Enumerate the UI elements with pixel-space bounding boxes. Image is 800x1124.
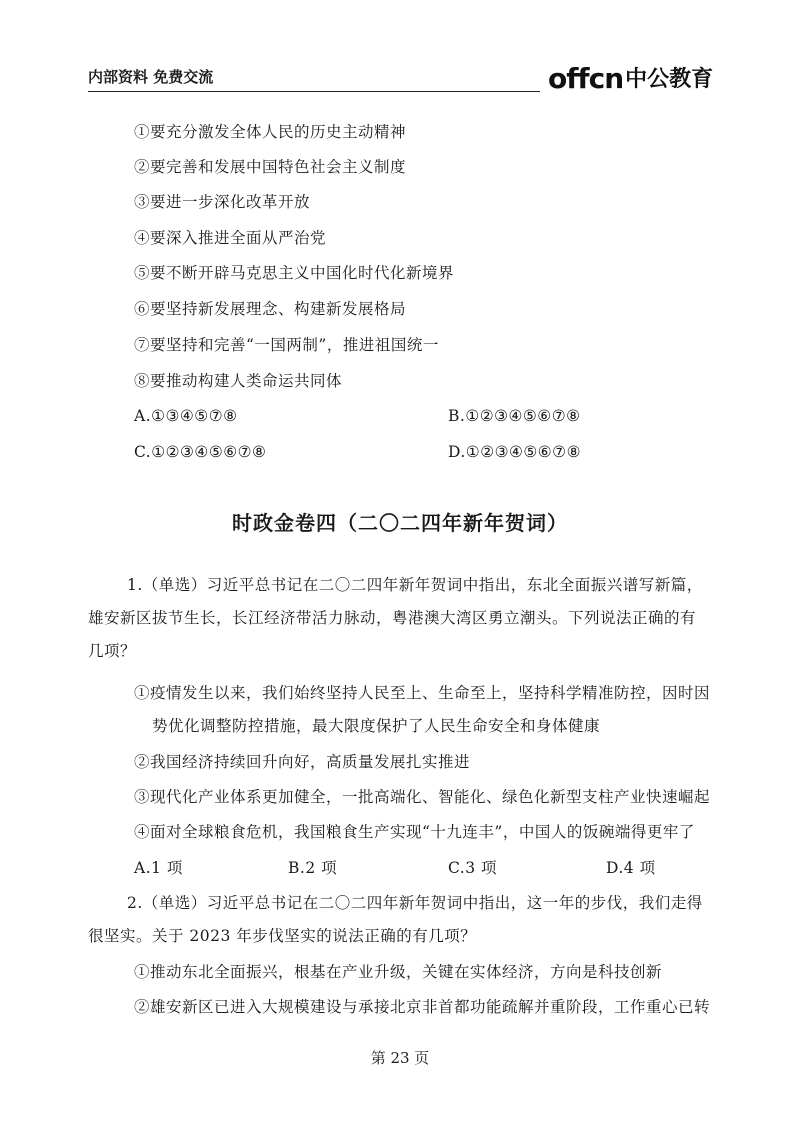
list-item: ③要进一步深化改革开放 (134, 193, 311, 211)
list-item: ⑤要不断开辟马克思主义中国化时代化新境界 (134, 264, 455, 282)
list-item: 势优化调整防控措施，最大限度保护了人民生命安全和身体健康 (152, 717, 601, 735)
header-label: 内部资料 免费交流 (88, 68, 214, 86)
logo-chinese: 中公教育 (625, 67, 714, 92)
logo-wordmark: offcn (548, 62, 624, 95)
list-item: ①要充分激发全体人民的历史主动精神 (134, 123, 407, 141)
option-d: D.4 项 (606, 859, 656, 877)
option-a: A.1 项 (134, 859, 183, 877)
list-item: ⑦要坚持和完善“一国两制”，推进祖国统一 (134, 336, 439, 354)
option-b: B.2 项 (288, 859, 338, 877)
question-stem: 很坚实。关于 2023 年步伐坚实的说法正确的有几项？ (88, 927, 477, 945)
list-item: ②我国经济持续回升向好，高质量发展扎实推进 (134, 753, 471, 771)
option-c: C.①②③④⑤⑥⑦⑧ (134, 443, 267, 461)
option-c: C.3 项 (448, 859, 498, 877)
option-d: D.①②③④⑤⑥⑦⑧ (448, 443, 581, 461)
section-title: 时政金卷四（二〇二四年新年贺词） (232, 511, 568, 535)
list-item: ③现代化产业体系更加健全，一批高端化、智能化、绿色化新型支柱产业快速崛起 (134, 788, 711, 806)
page-number: 第 23 页 (370, 1049, 430, 1067)
list-item: ②雄安新区已进入大规模建设与承接北京非首都功能疏解并重阶段，工作重心已转 (134, 998, 711, 1016)
list-item: ④面对全球粮食危机，我国粮食生产实现“十九连丰”，中国人的饭碗端得更牢了 (134, 823, 695, 841)
option-b: B.①②③④⑤⑥⑦⑧ (448, 407, 581, 425)
header-rule (88, 91, 540, 92)
offcn-logo (548, 60, 713, 94)
list-item: ①疫情发生以来，我们始终坚持人民至上、生命至上，坚持科学精准防控，因时因 (134, 684, 711, 702)
question-stem: 2.（单选）习近平总书记在二〇二四年新年贺词中指出，这一年的步伐，我们走得 (127, 894, 703, 912)
question-stem: 雄安新区拔节生长，长江经济带活力脉动，粤港澳大湾区勇立潮头。下列说法正确的有 (88, 609, 697, 627)
option-a: A.①③④⑤⑦⑧ (134, 407, 238, 425)
list-item: ④要深入推进全面从严治党 (134, 229, 327, 247)
list-item: ⑥要坚持新发展理念、构建新发展格局 (134, 300, 407, 318)
list-item: ⑧要推动构建人类命运共同体 (134, 372, 343, 390)
list-item: ②要完善和发展中国特色社会主义制度 (134, 158, 407, 176)
question-stem: 1.（单选）习近平总书记在二〇二四年新年贺词中指出，东北全面振兴谱写新篇， (127, 576, 703, 594)
list-item: ①推动东北全面振兴，根基在产业升级，关键在实体经济，方向是科技创新 (134, 963, 663, 981)
question-stem: 几项？ (88, 642, 137, 660)
